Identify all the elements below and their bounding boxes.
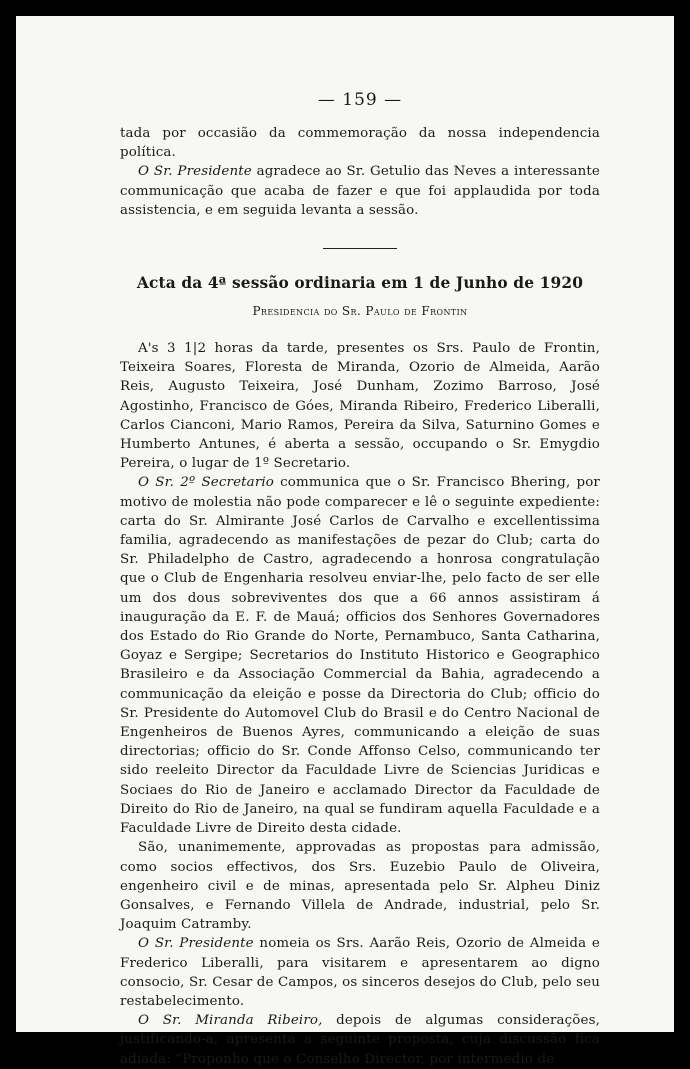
ribeiro-text: depois de algumas considerações, justificando-a, apresenta a seguinte proposta, cuja discussão fica adiada: “Proponho que o Conselho Director, por intermedio de — [120, 1013, 600, 1067]
intro-continuation: tada por occasião da commemoração da nossa independencia política. — [120, 126, 600, 161]
document-page — [16, 16, 674, 1067]
secretary-speaker: O Sr. 2º Secretario — [138, 475, 275, 491]
page-number: — 159 — — [317, 90, 403, 110]
page-content — [120, 90, 600, 1069]
attendance-paragraph: A's 3 1|2 horas da tarde, presentes os Srs. Paulo de Frontin, Teixeira Soares, Floresta de Miranda, Ozorio de Almeida, Aarão Reis, Augusto Teixeira, José Dunham, Zozimo Barroso, José Agostinho, Francisco de Góes, Miranda Ribeiro, Frederico Liberalli, Carlos Cianconi, Mario Ramos, Pereira da Silva, Saturnino Gomes e Humberto Antunes, é aberta a sessão, occupando o Sr. Emygdio Pereira, o lugar de 1º Secretario. — [120, 341, 600, 472]
ribeiro-speaker: O Sr. Miranda Ribeiro, — [138, 1013, 323, 1029]
session-presidency: Presidencia do Sr. Paulo de Frontin — [252, 304, 468, 319]
secretary-text: communica que o Sr. Francisco Bhering, por motivo de molestia não pode comparecer e lê o seguinte expediente: carta do Sr. Almirante José Carlos de Carvalho e excellentissima familia, agradecendo as manifestações de pezar do Club; carta do Sr. Philadelpho de Castro, agradecendo a honrosa congratulação que o Club de Engenharia resolveu enviar-lhe, pelo facto de ser elle um dos dous sobreviventes dos que a 66 annos assistiram á inauguração da E. F. de Mauá; officios dos Senhores Governadores dos Estado do Rio Grande do Norte, Pernambuco, Santa Catharina, Goyaz e Sergipe; Secretarios do Instituto Historico e Geographico Brasileiro e da Associação Commercial da Bahia, agradecendo a communicação da eleição e posse da Directoria do Club; officio do Sr. Presidente do Automovel Club do Brasil e do Centro Nacional de Engenheiros de Buenos Ayres, communicando a eleição de suas directorias; officio do Sr. Conde Affonso Celso, communicando ter sido reeleito Director da Faculdade Livre de Sciencias Juridicas e Sociaes do Rio de Janeiro e acclamado Director da Faculdade de Direito do Rio de Janeiro, na qual se fundiram aquella Faculdade e a Faculdade Livre de Direito desta cidade. — [120, 475, 600, 837]
section-divider — [323, 248, 397, 249]
intro-closing-speaker: O Sr. Presidente — [138, 164, 252, 180]
president-text: nomeia os Srs. Aarão Reis, Ozorio de Almeida e Frederico Liberalli, para visitarem e apresentarem ao digno consocio, Sr. Cesar de Campos, os sinceros desejos do Club, pelo seu restabelecimento. — [120, 936, 601, 1009]
ribeiro-paragraph — [120, 1011, 600, 1069]
session-heading: Acta da 4ª sessão ordinaria em 1 de Junho de 1920 — [136, 274, 584, 293]
secretary-paragraph — [120, 473, 600, 838]
president-speaker: O Sr. Presidente — [138, 936, 254, 952]
president-paragraph — [120, 934, 600, 1011]
approvals-paragraph: São, unanimemente, approvadas as propostas para admissão, como socios effectivos, dos Srs. Euzebio Paulo de Oliveira, engenheiro civil e de minas, apresentada pelo Sr. Alpheu Diniz Gonsalves, e Fernando Villela de Andrade, industrial, pelo Sr. Joaquim Catramby. — [120, 840, 600, 933]
intro-closing-paragraph — [120, 162, 600, 220]
intro-closing-text: agradece ao Sr. Getulio das Neves a interessante communicação que acaba de fazer e que foi applaudida por toda assistencia, e em seguida levanta a sessão. — [120, 164, 600, 218]
